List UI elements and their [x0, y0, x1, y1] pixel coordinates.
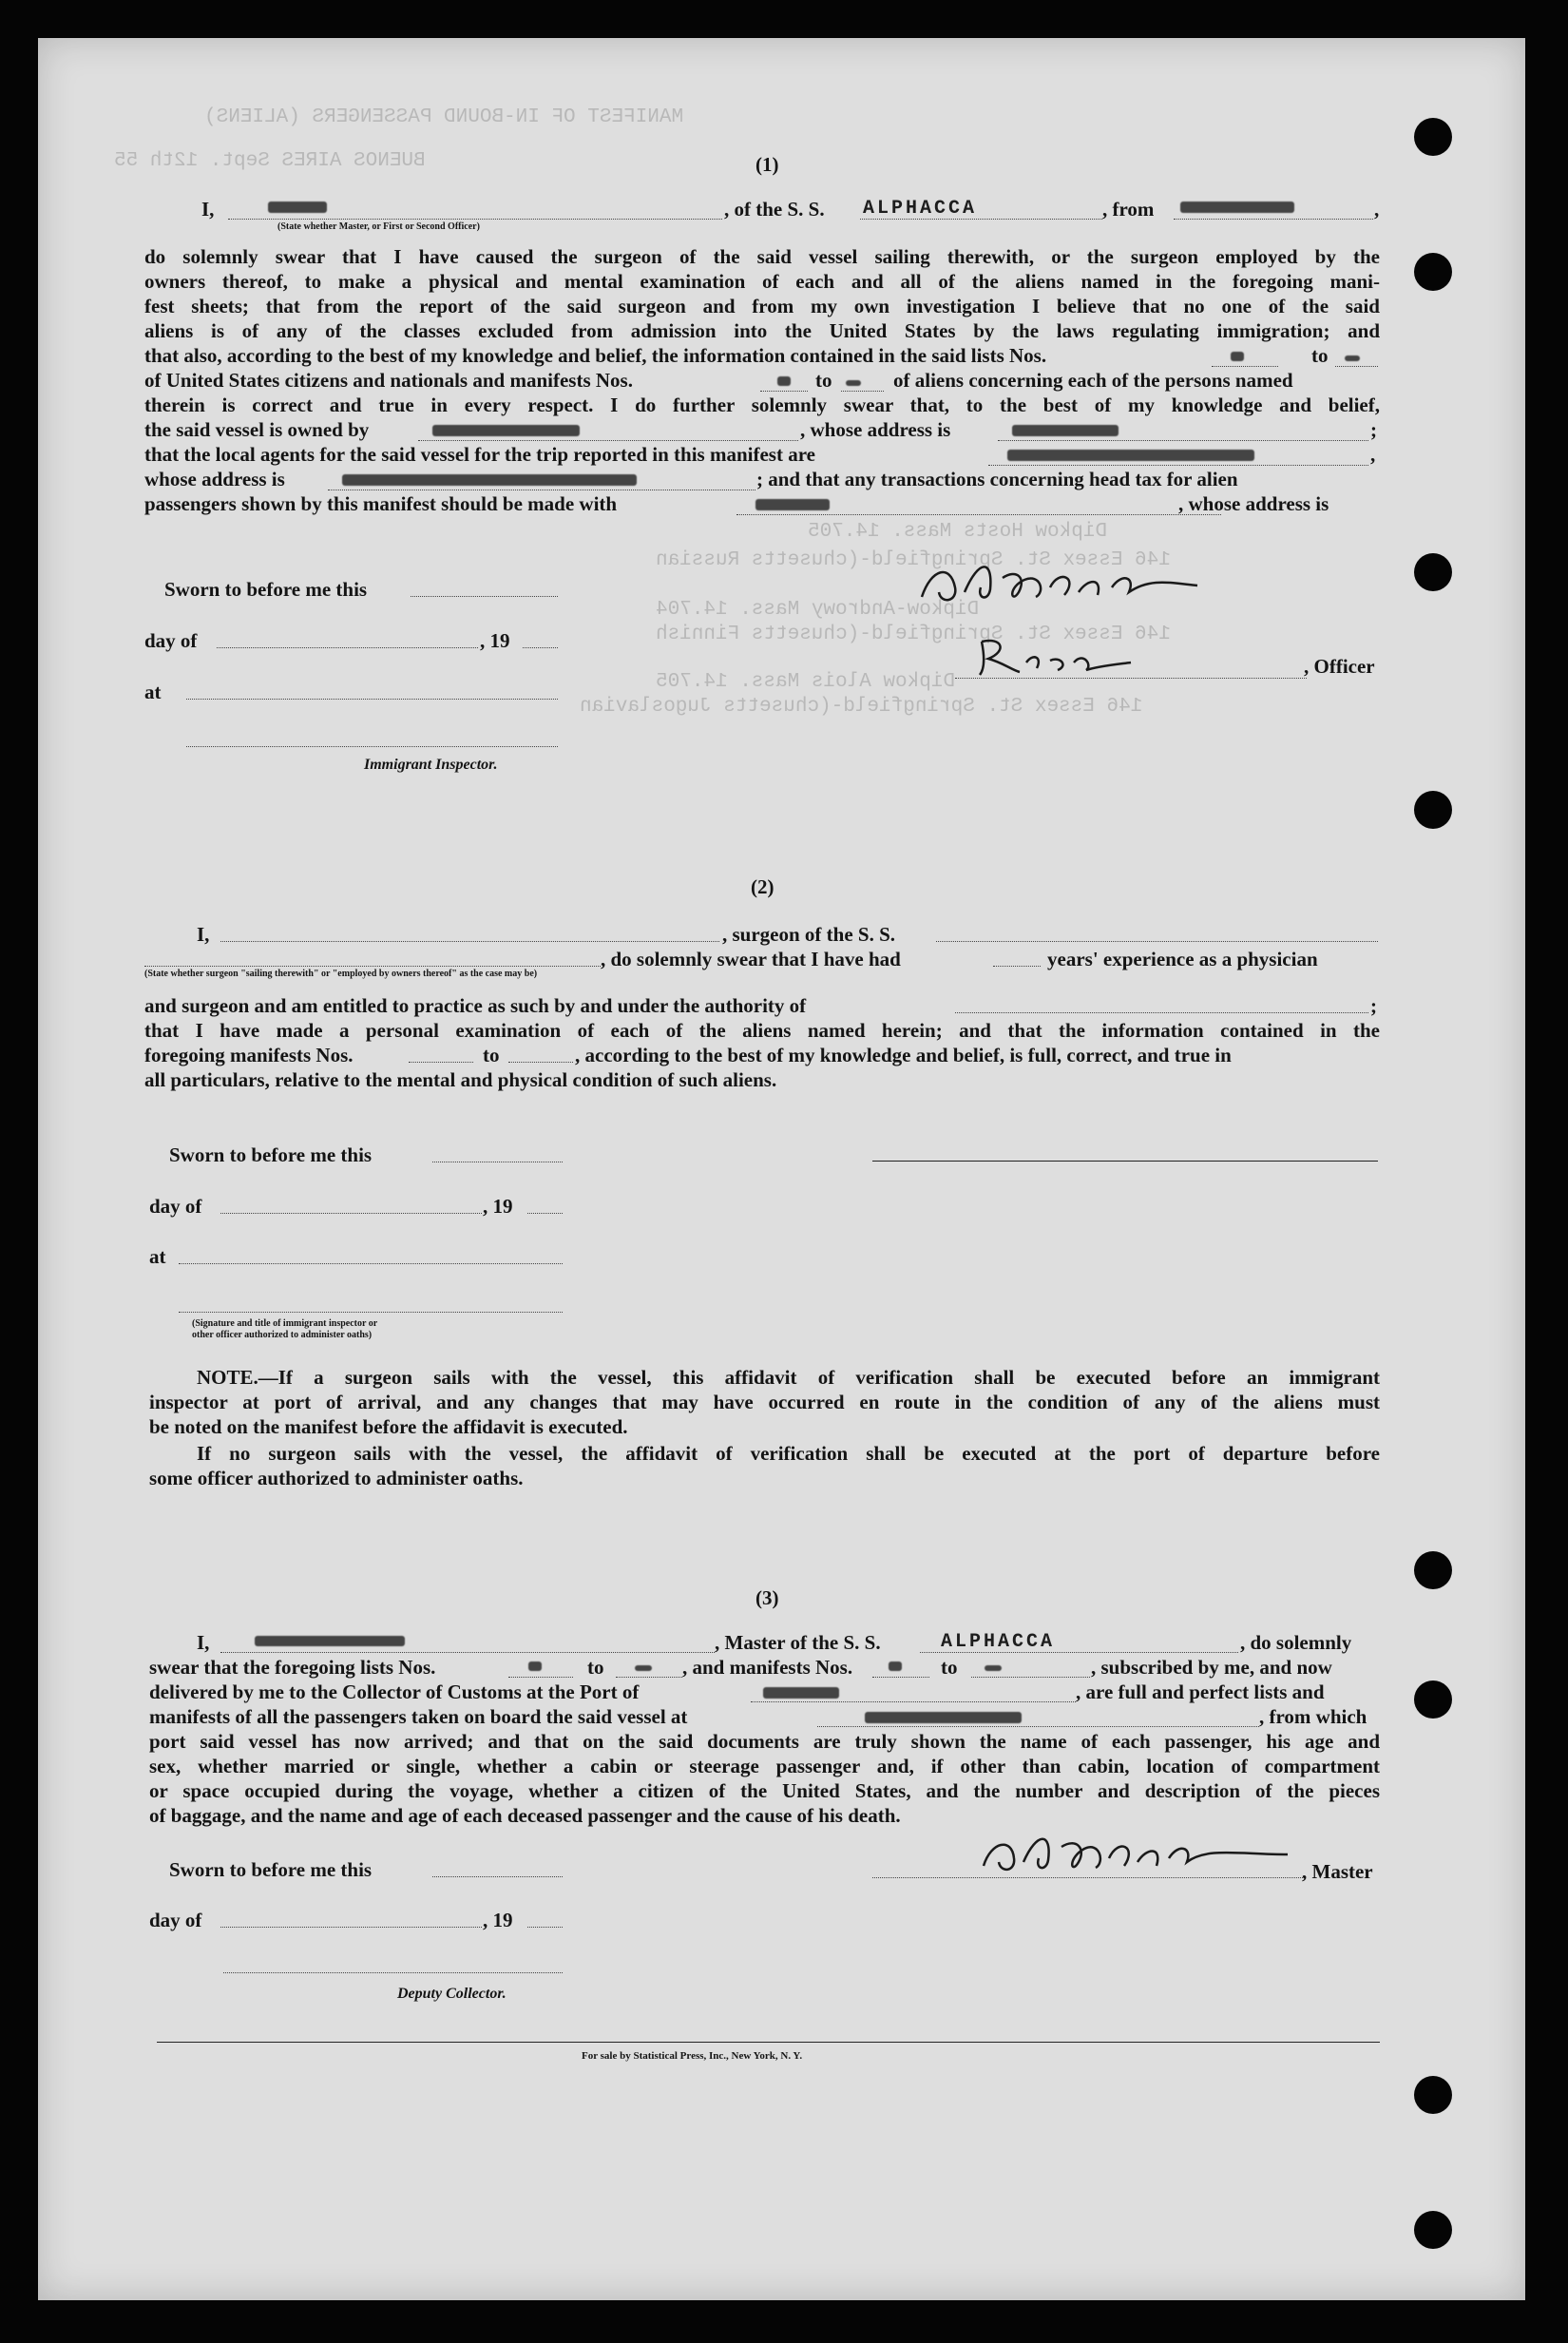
oath-text-line: the said vessel is owned by	[144, 418, 370, 441]
fill-line	[220, 941, 719, 942]
comma: ,	[1370, 443, 1376, 466]
redacted-owner	[432, 425, 580, 436]
punch-hole	[1414, 2211, 1452, 2249]
fill-line	[1212, 366, 1278, 367]
bleed-through-text: 146 Essex St. Springfield-(chusetts Jugoslavian	[580, 696, 1143, 718]
redacted-port	[1180, 202, 1294, 213]
note-line: some officer authorized to administer oaths.	[149, 1467, 524, 1489]
punch-hole	[1414, 2076, 1452, 2114]
bleed-through-text: Dipkow-Androwy Mass. 14.704	[656, 599, 980, 621]
fill-line	[817, 1726, 1259, 1727]
fill-line	[993, 966, 1041, 967]
fill-line	[179, 1263, 563, 1264]
oath-text-line: , are full and perfect lists and	[1076, 1680, 1325, 1703]
of-ss-label: , of the S. S.	[724, 198, 825, 221]
at-label: at	[149, 1245, 166, 1268]
ship-name: ALPHACCA	[941, 1631, 1056, 1653]
signature-note: other officer authorized to administer oaths)	[192, 1330, 373, 1340]
day-of-label: day of	[144, 629, 198, 652]
section-number: (2)	[751, 875, 774, 898]
master-label: , Master	[1302, 1860, 1373, 1883]
inspector-signature-line	[179, 1312, 563, 1313]
oath-text-line: , from which	[1259, 1705, 1367, 1728]
fill-line	[527, 1927, 563, 1928]
redacted-owner-address	[1012, 425, 1119, 436]
inspector-signature-line	[186, 746, 558, 747]
oath-text-line: all particulars, relative to the mental and physical condition of such aliens.	[144, 1068, 777, 1091]
to-label: to	[587, 1656, 604, 1679]
footer-rule	[157, 2042, 1380, 2043]
oath-text-line: port said vessel has now arrived; and that on the said documents are truly shown the name of each passenger, his age and	[149, 1730, 1380, 1753]
collector-signature-line	[223, 1972, 563, 1973]
oath-text-line: delivered by me to the Collector of Customs at the Port of	[149, 1680, 640, 1703]
sworn-label: Sworn to before me this	[169, 1143, 373, 1166]
bleed-through-text: BUENOS AIRES Sept. 12th 55	[114, 150, 426, 172]
bleed-through-text: 146 Essex St. Springfield-(chusetts Finnish	[656, 624, 1171, 645]
fill-line	[1335, 366, 1378, 367]
fill-line	[228, 219, 722, 220]
redacted-list-no	[1345, 355, 1360, 361]
fill-line	[751, 1701, 1076, 1702]
oath-text-line: that the local agents for the said vessel for the trip reported in this manifest are	[144, 443, 815, 466]
oath-text-line: therein is correct and true in every respect. I do further solemnly swear that, to the best of my knowledge and belief,	[144, 394, 1380, 416]
solemnly-label: , do solemnly	[1240, 1631, 1352, 1654]
fill-line	[508, 1062, 573, 1063]
fill-line	[186, 699, 558, 700]
comma: ,	[1374, 198, 1380, 221]
year-label: , 19	[483, 1195, 513, 1218]
fill-line	[217, 647, 478, 648]
oath-i-label: I,	[197, 923, 210, 946]
oath-text-line: manifests of all the passengers taken on board the said vessel at	[149, 1705, 688, 1728]
section-number: (3)	[755, 1586, 779, 1609]
redacted-manifest-no	[846, 380, 861, 386]
oath-text-line: sex, whether married or single, whether a cabin or steerage passenger and, if other than cabin, location of compartment	[149, 1755, 1380, 1777]
note-line: inspector at port of arrival, and any changes that may have occurred en route in the condition of any of the aliens must	[149, 1391, 1380, 1413]
sworn-label: Sworn to before me this	[169, 1858, 373, 1881]
fill-line	[144, 966, 601, 967]
fill-line	[411, 596, 558, 597]
oath-text-line: or space occupied during the voyage, whether a citizen of the United States, and the number and description of the pieces	[149, 1779, 1380, 1802]
oath-text-line: that I have made a personal examination of each of the aliens named herein; and that the information contained in the	[144, 1019, 1380, 1042]
to-label: to	[1311, 344, 1329, 367]
punch-hole	[1414, 118, 1452, 156]
oath-text-line: of aliens concerning each of the persons named	[893, 369, 1293, 392]
oath-text-line: owners thereof, to make a physical and mental examination of each and all of the aliens named in the foregoing mani-	[144, 270, 1380, 293]
surgeon-signature-line	[872, 1161, 1378, 1162]
redacted-port-embark	[865, 1712, 1022, 1723]
fill-line	[998, 440, 1368, 441]
master-signature-line	[872, 1877, 1305, 1878]
fill-line	[220, 1213, 482, 1214]
oath-text-line: , subscribed by me, and now	[1091, 1656, 1332, 1679]
to-label: to	[941, 1656, 958, 1679]
deputy-collector-label: Deputy Collector.	[397, 1986, 507, 2002]
fill-line	[860, 219, 1102, 220]
master-signature	[912, 549, 1216, 616]
redacted-head-tax-agent	[755, 499, 830, 510]
oath-i-label: I,	[197, 1631, 210, 1654]
redacted-officer-title	[268, 202, 327, 213]
fill-line	[841, 391, 884, 392]
bleed-through-text: MANIFEST OF IN-BOUND PASSENGERS (ALIENS)	[204, 106, 684, 128]
fill-line	[971, 1677, 1090, 1678]
semicolon: ;	[1370, 418, 1377, 441]
at-label: at	[144, 681, 162, 703]
day-of-label: day of	[149, 1195, 202, 1218]
oath-text-line: years' experience as a physician	[1047, 948, 1318, 970]
punch-hole	[1414, 1680, 1452, 1719]
officer-signature-line	[955, 678, 1307, 679]
fill-line	[955, 1012, 1368, 1013]
signature-note: (Signature and title of immigrant inspector or	[192, 1318, 378, 1329]
redacted-manifest-no	[889, 1661, 902, 1671]
to-label: to	[483, 1044, 500, 1066]
note-line: If no surgeon sails with the vessel, the affidavit of verification shall be executed at the port of departure before	[197, 1442, 1380, 1465]
year-label: , 19	[483, 1909, 513, 1931]
whose-address-label: , whose address is	[800, 418, 951, 441]
sworn-label: Sworn to before me this	[164, 578, 368, 601]
fill-line	[760, 391, 808, 392]
oath-text-line: , and manifests Nos.	[682, 1656, 853, 1679]
officer-label: , Officer	[1304, 655, 1375, 678]
fill-line	[220, 1927, 482, 1928]
fill-line	[920, 1652, 1238, 1653]
officer-title-note: (State whether Master, or First or Second Officer)	[277, 221, 480, 232]
surgeon-of-label: , surgeon of the S. S.	[722, 923, 896, 946]
fill-line	[418, 440, 798, 441]
fill-line	[527, 1213, 563, 1214]
fill-line	[523, 647, 558, 648]
immigrant-inspector-label: Immigrant Inspector.	[364, 757, 498, 773]
oath-text-line: of baggage, and the name and age of each deceased passenger and the cause of his death.	[149, 1804, 901, 1827]
master-of-label: , Master of the S. S.	[715, 1631, 881, 1654]
oath-text-line: that also, according to the best of my knowledge and belief, the information contained in the said lists Nos.	[144, 344, 1047, 367]
redacted-manifest-no	[777, 376, 791, 386]
to-label: to	[815, 369, 832, 392]
fill-line	[936, 941, 1378, 942]
oath-text-line: ; and that any transactions concerning head tax for alien	[756, 468, 1238, 490]
semicolon: ;	[1370, 994, 1377, 1017]
fill-line	[220, 1652, 715, 1653]
redacted-agents	[1007, 450, 1254, 461]
oath-text-line: , according to the best of my knowledge and belief, is full, correct, and true in	[575, 1044, 1232, 1066]
fill-line	[988, 465, 1368, 466]
fill-line	[508, 1677, 573, 1678]
oath-text-line: swear that the foregoing lists Nos.	[149, 1656, 436, 1679]
bleed-through-text: 146 Essex St. Springfield-(chusetts Russian	[656, 549, 1171, 571]
section-number: (1)	[755, 153, 779, 176]
oath-text-line: aliens is of any of the classes excluded from admission into the United States by the laws regulating immigration; and	[144, 319, 1380, 342]
oath-text-line: and surgeon and am entitled to practice as such by and under the authority of	[144, 994, 807, 1017]
oath-text-line: passengers shown by this manifest should be made with	[144, 492, 618, 515]
fill-line	[432, 1876, 563, 1877]
fill-line	[409, 1062, 473, 1063]
oath-text-line: fest sheets; that from the report of the said surgeon and from my own investigation I believe that no one of the said	[144, 295, 1380, 317]
note-line: be noted on the manifest before the affidavit is executed.	[149, 1415, 628, 1438]
oath-text-line: whose address is	[144, 468, 285, 490]
fill-line	[616, 1677, 682, 1678]
redacted-list-no	[528, 1661, 542, 1671]
redacted-manifest-no	[985, 1665, 1002, 1671]
bleed-through-text: Dipkow Alois Mass. 14.705	[656, 671, 956, 693]
punch-hole	[1414, 1551, 1452, 1589]
whose-address-label: , whose address is	[1178, 492, 1329, 515]
fill-line	[872, 1677, 929, 1678]
redacted-agent-address	[342, 474, 637, 486]
oath-i-label: I,	[201, 198, 215, 221]
redacted-list-no	[635, 1665, 652, 1671]
redacted-master-name	[255, 1636, 405, 1646]
year-label: , 19	[480, 629, 510, 652]
bleed-through-text: Dipkow Hosts Mass. 14.705	[808, 521, 1108, 543]
redacted-port	[763, 1687, 839, 1699]
punch-hole	[1414, 553, 1452, 591]
punch-hole	[1414, 791, 1452, 829]
redacted-list-no	[1231, 352, 1244, 361]
day-of-label: day of	[149, 1909, 202, 1931]
master-title-script	[974, 632, 1136, 680]
oath-text-line: do solemnly swear that I have caused the surgeon of the said vessel sailing therewith, or the surgeon employed by the	[144, 245, 1380, 268]
oath-text-line: , do solemnly swear that I have had	[601, 948, 901, 970]
footer-printer: For sale by Statistical Press, Inc., New York, N. Y.	[582, 2050, 803, 2062]
punch-hole	[1414, 253, 1452, 291]
from-label: , from	[1102, 198, 1155, 221]
note-line: NOTE.—If a surgeon sails with the vessel, this affidavit of verification shall be executed before an immigrant	[197, 1366, 1380, 1389]
surgeon-type-note: (State whether surgeon "sailing therewith" or "employed by owners thereof" as the case may be)	[144, 969, 538, 979]
oath-text-line: foregoing manifests Nos.	[144, 1044, 354, 1066]
fill-line	[736, 514, 1221, 515]
fill-line	[1174, 219, 1373, 220]
oath-text-line: of United States citizens and nationals and manifests Nos.	[144, 369, 633, 392]
ship-name: ALPHACCA	[863, 198, 978, 220]
